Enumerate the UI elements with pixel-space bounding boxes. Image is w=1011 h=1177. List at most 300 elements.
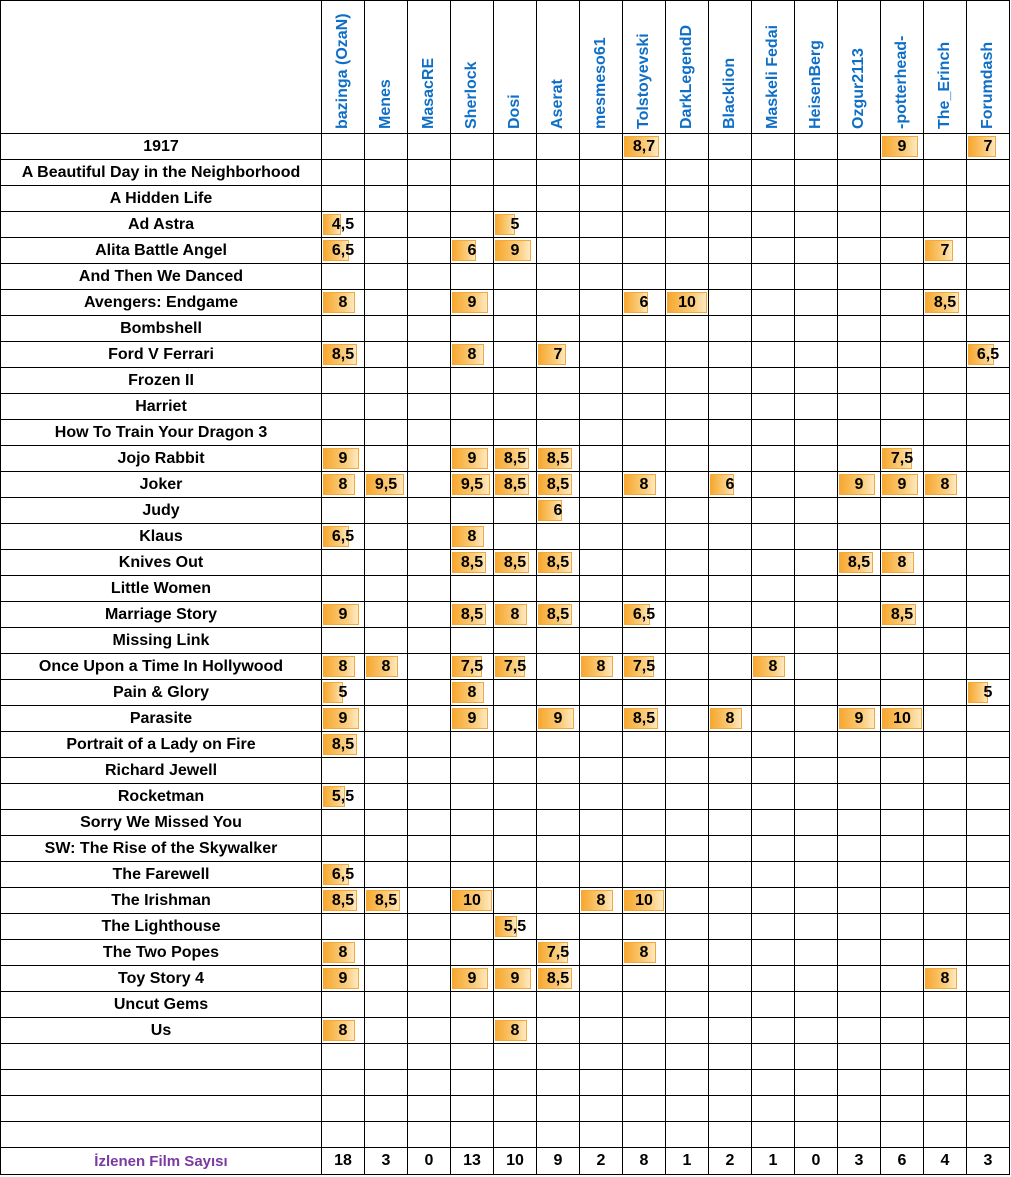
score-cell[interactable]	[451, 576, 494, 602]
score-cell[interactable]	[580, 862, 623, 888]
score-cell[interactable]	[752, 446, 795, 472]
watched-count[interactable]: 3	[838, 1148, 881, 1175]
score-cell[interactable]	[666, 1018, 709, 1044]
score-cell[interactable]	[322, 706, 365, 732]
film-title[interactable]: Rocketman	[1, 784, 322, 810]
blank-cell[interactable]	[322, 1070, 365, 1096]
score-cell[interactable]	[408, 368, 451, 394]
score-cell[interactable]	[494, 810, 537, 836]
blank-cell[interactable]	[580, 1044, 623, 1070]
score-cell[interactable]	[451, 966, 494, 992]
score-cell[interactable]	[537, 680, 580, 706]
blank-cell[interactable]	[1, 1096, 322, 1122]
score-cell[interactable]	[537, 342, 580, 368]
score-cell[interactable]	[322, 238, 365, 264]
score-cell[interactable]	[709, 966, 752, 992]
score-cell[interactable]	[322, 628, 365, 654]
score-cell[interactable]	[408, 914, 451, 940]
score-cell[interactable]	[451, 472, 494, 498]
score-cell[interactable]	[580, 342, 623, 368]
score-cell[interactable]	[322, 524, 365, 550]
score-cell[interactable]	[494, 732, 537, 758]
score-cell[interactable]	[322, 498, 365, 524]
score-cell[interactable]	[967, 134, 1010, 160]
score-cell[interactable]	[322, 212, 365, 238]
blank-cell[interactable]	[881, 1096, 924, 1122]
score-cell[interactable]	[924, 446, 967, 472]
score-cell[interactable]	[795, 654, 838, 680]
blank-cell[interactable]	[408, 1096, 451, 1122]
score-cell[interactable]	[322, 342, 365, 368]
score-cell[interactable]	[752, 654, 795, 680]
score-cell[interactable]	[752, 368, 795, 394]
blank-cell[interactable]	[365, 1070, 408, 1096]
score-cell[interactable]	[494, 524, 537, 550]
score-cell[interactable]	[451, 498, 494, 524]
film-title[interactable]: The Two Popes	[1, 940, 322, 966]
score-cell[interactable]	[795, 316, 838, 342]
score-cell[interactable]	[709, 368, 752, 394]
score-cell[interactable]	[365, 862, 408, 888]
score-cell[interactable]	[580, 732, 623, 758]
score-cell[interactable]	[924, 654, 967, 680]
score-cell[interactable]	[795, 706, 838, 732]
score-cell[interactable]	[709, 654, 752, 680]
score-cell[interactable]	[623, 628, 666, 654]
score-cell[interactable]	[795, 914, 838, 940]
score-cell[interactable]	[709, 706, 752, 732]
score-cell[interactable]	[967, 446, 1010, 472]
blank-cell[interactable]	[494, 1096, 537, 1122]
user-header[interactable]	[408, 1, 451, 134]
watched-count[interactable]: 1	[666, 1148, 709, 1175]
film-title[interactable]: Richard Jewell	[1, 758, 322, 784]
score-cell[interactable]	[838, 888, 881, 914]
score-cell[interactable]	[494, 186, 537, 212]
score-cell[interactable]	[365, 160, 408, 186]
score-cell[interactable]	[451, 186, 494, 212]
watched-count[interactable]: 0	[795, 1148, 838, 1175]
score-cell[interactable]	[537, 992, 580, 1018]
score-cell[interactable]	[580, 758, 623, 784]
score-cell[interactable]	[494, 264, 537, 290]
score-cell[interactable]	[408, 810, 451, 836]
score-cell[interactable]	[666, 966, 709, 992]
score-cell[interactable]	[322, 1018, 365, 1044]
score-cell[interactable]	[451, 212, 494, 238]
score-cell[interactable]	[365, 394, 408, 420]
score-cell[interactable]	[365, 368, 408, 394]
score-cell[interactable]	[537, 758, 580, 784]
score-cell[interactable]	[537, 940, 580, 966]
score-cell[interactable]	[666, 394, 709, 420]
score-cell[interactable]	[881, 342, 924, 368]
blank-cell[interactable]	[537, 1044, 580, 1070]
score-cell[interactable]	[537, 550, 580, 576]
score-cell[interactable]	[408, 992, 451, 1018]
film-title[interactable]: Avengers: Endgame	[1, 290, 322, 316]
score-cell[interactable]	[709, 862, 752, 888]
score-cell[interactable]	[322, 784, 365, 810]
score-cell[interactable]	[967, 940, 1010, 966]
blank-cell[interactable]	[365, 1122, 408, 1148]
score-cell[interactable]	[881, 680, 924, 706]
score-cell[interactable]	[322, 160, 365, 186]
score-cell[interactable]	[494, 758, 537, 784]
score-cell[interactable]	[537, 160, 580, 186]
score-cell[interactable]	[967, 680, 1010, 706]
score-cell[interactable]	[666, 264, 709, 290]
score-cell[interactable]	[838, 160, 881, 186]
score-cell[interactable]	[709, 420, 752, 446]
score-cell[interactable]	[322, 368, 365, 394]
score-cell[interactable]	[623, 940, 666, 966]
score-cell[interactable]	[580, 628, 623, 654]
score-cell[interactable]	[494, 654, 537, 680]
score-cell[interactable]	[752, 810, 795, 836]
score-cell[interactable]	[666, 316, 709, 342]
score-cell[interactable]	[795, 368, 838, 394]
score-cell[interactable]	[365, 420, 408, 446]
score-cell[interactable]	[365, 654, 408, 680]
score-cell[interactable]	[580, 160, 623, 186]
score-cell[interactable]	[580, 446, 623, 472]
score-cell[interactable]	[666, 680, 709, 706]
blank-cell[interactable]	[408, 1070, 451, 1096]
score-cell[interactable]	[365, 758, 408, 784]
score-cell[interactable]	[623, 342, 666, 368]
score-cell[interactable]	[881, 420, 924, 446]
score-cell[interactable]	[322, 420, 365, 446]
score-cell[interactable]	[752, 862, 795, 888]
score-cell[interactable]	[537, 706, 580, 732]
score-cell[interactable]	[752, 888, 795, 914]
score-cell[interactable]	[623, 888, 666, 914]
score-cell[interactable]	[408, 394, 451, 420]
score-cell[interactable]	[666, 212, 709, 238]
score-cell[interactable]	[451, 602, 494, 628]
score-cell[interactable]	[709, 290, 752, 316]
score-cell[interactable]	[967, 602, 1010, 628]
score-cell[interactable]	[967, 394, 1010, 420]
score-cell[interactable]	[623, 992, 666, 1018]
score-cell[interactable]	[881, 472, 924, 498]
score-cell[interactable]	[666, 498, 709, 524]
score-cell[interactable]	[451, 238, 494, 264]
score-cell[interactable]	[623, 160, 666, 186]
watched-count[interactable]: 18	[322, 1148, 365, 1175]
score-cell[interactable]	[623, 914, 666, 940]
score-cell[interactable]	[881, 498, 924, 524]
score-cell[interactable]	[838, 212, 881, 238]
score-cell[interactable]	[666, 732, 709, 758]
score-cell[interactable]	[494, 1018, 537, 1044]
score-cell[interactable]	[924, 472, 967, 498]
film-title[interactable]: Pain & Glory	[1, 680, 322, 706]
score-cell[interactable]	[451, 368, 494, 394]
blank-cell[interactable]	[1, 1044, 322, 1070]
score-cell[interactable]	[795, 394, 838, 420]
watched-count[interactable]: 4	[924, 1148, 967, 1175]
score-cell[interactable]	[752, 992, 795, 1018]
score-cell[interactable]	[666, 940, 709, 966]
score-cell[interactable]	[752, 706, 795, 732]
blank-cell[interactable]	[709, 1044, 752, 1070]
score-cell[interactable]	[838, 940, 881, 966]
score-cell[interactable]	[881, 446, 924, 472]
score-cell[interactable]	[322, 914, 365, 940]
user-header[interactable]	[322, 1, 365, 134]
score-cell[interactable]	[451, 524, 494, 550]
score-cell[interactable]	[709, 342, 752, 368]
blank-cell[interactable]	[537, 1122, 580, 1148]
score-cell[interactable]	[580, 134, 623, 160]
score-cell[interactable]	[924, 628, 967, 654]
score-cell[interactable]	[537, 394, 580, 420]
score-cell[interactable]	[451, 940, 494, 966]
score-cell[interactable]	[838, 576, 881, 602]
score-cell[interactable]	[881, 238, 924, 264]
film-title[interactable]: 1917	[1, 134, 322, 160]
score-cell[interactable]	[666, 550, 709, 576]
score-cell[interactable]	[924, 810, 967, 836]
score-cell[interactable]	[451, 1018, 494, 1044]
film-title[interactable]: How To Train Your Dragon 3	[1, 420, 322, 446]
score-cell[interactable]	[924, 602, 967, 628]
score-cell[interactable]	[623, 602, 666, 628]
score-cell[interactable]	[838, 914, 881, 940]
score-cell[interactable]	[967, 290, 1010, 316]
score-cell[interactable]	[752, 1018, 795, 1044]
score-cell[interactable]	[967, 472, 1010, 498]
score-cell[interactable]	[881, 550, 924, 576]
film-title[interactable]: Alita Battle Angel	[1, 238, 322, 264]
score-cell[interactable]	[537, 628, 580, 654]
blank-cell[interactable]	[1, 1070, 322, 1096]
score-cell[interactable]	[881, 316, 924, 342]
watched-count[interactable]: 3	[967, 1148, 1010, 1175]
blank-cell[interactable]	[365, 1096, 408, 1122]
score-cell[interactable]	[709, 264, 752, 290]
film-title[interactable]: Ad Astra	[1, 212, 322, 238]
film-title[interactable]: The Lighthouse	[1, 914, 322, 940]
watched-count[interactable]: 8	[623, 1148, 666, 1175]
score-cell[interactable]	[494, 368, 537, 394]
score-cell[interactable]	[537, 862, 580, 888]
score-cell[interactable]	[623, 758, 666, 784]
score-cell[interactable]	[666, 628, 709, 654]
score-cell[interactable]	[451, 446, 494, 472]
score-cell[interactable]	[494, 550, 537, 576]
score-cell[interactable]	[967, 1018, 1010, 1044]
score-cell[interactable]	[494, 784, 537, 810]
score-cell[interactable]	[795, 212, 838, 238]
film-title[interactable]: Little Women	[1, 576, 322, 602]
blank-cell[interactable]	[924, 1122, 967, 1148]
score-cell[interactable]	[322, 264, 365, 290]
score-cell[interactable]	[881, 602, 924, 628]
film-title[interactable]: Missing Link	[1, 628, 322, 654]
score-cell[interactable]	[709, 628, 752, 654]
score-cell[interactable]	[967, 498, 1010, 524]
score-cell[interactable]	[365, 914, 408, 940]
score-cell[interactable]	[924, 680, 967, 706]
score-cell[interactable]	[580, 966, 623, 992]
score-cell[interactable]	[795, 836, 838, 862]
score-cell[interactable]	[967, 966, 1010, 992]
score-cell[interactable]	[537, 602, 580, 628]
user-header[interactable]	[881, 1, 924, 134]
corner-cell[interactable]	[1, 1, 322, 134]
score-cell[interactable]	[365, 290, 408, 316]
score-cell[interactable]	[408, 186, 451, 212]
score-cell[interactable]	[838, 186, 881, 212]
watched-count[interactable]: 2	[580, 1148, 623, 1175]
score-cell[interactable]	[967, 836, 1010, 862]
score-cell[interactable]	[924, 758, 967, 784]
watched-count[interactable]: 13	[451, 1148, 494, 1175]
score-cell[interactable]	[838, 680, 881, 706]
score-cell[interactable]	[838, 394, 881, 420]
score-cell[interactable]	[924, 862, 967, 888]
score-cell[interactable]	[752, 966, 795, 992]
score-cell[interactable]	[838, 628, 881, 654]
blank-cell[interactable]	[795, 1122, 838, 1148]
score-cell[interactable]	[666, 992, 709, 1018]
score-cell[interactable]	[623, 420, 666, 446]
film-title[interactable]: Klaus	[1, 524, 322, 550]
score-cell[interactable]	[365, 1018, 408, 1044]
score-cell[interactable]	[623, 524, 666, 550]
score-cell[interactable]	[924, 706, 967, 732]
score-cell[interactable]	[709, 446, 752, 472]
score-cell[interactable]	[795, 238, 838, 264]
score-cell[interactable]	[752, 732, 795, 758]
score-cell[interactable]	[709, 940, 752, 966]
score-cell[interactable]	[881, 394, 924, 420]
score-cell[interactable]	[408, 680, 451, 706]
score-cell[interactable]	[838, 1018, 881, 1044]
blank-cell[interactable]	[1, 1122, 322, 1148]
score-cell[interactable]	[795, 602, 838, 628]
score-cell[interactable]	[967, 810, 1010, 836]
score-cell[interactable]	[795, 550, 838, 576]
score-cell[interactable]	[623, 784, 666, 810]
score-cell[interactable]	[408, 290, 451, 316]
blank-cell[interactable]	[881, 1044, 924, 1070]
score-cell[interactable]	[537, 654, 580, 680]
score-cell[interactable]	[623, 836, 666, 862]
score-cell[interactable]	[795, 290, 838, 316]
score-cell[interactable]	[580, 706, 623, 732]
score-cell[interactable]	[494, 498, 537, 524]
score-cell[interactable]	[408, 472, 451, 498]
score-cell[interactable]	[666, 810, 709, 836]
blank-cell[interactable]	[580, 1096, 623, 1122]
score-cell[interactable]	[580, 680, 623, 706]
user-header[interactable]	[623, 1, 666, 134]
score-cell[interactable]	[537, 472, 580, 498]
score-cell[interactable]	[623, 368, 666, 394]
score-cell[interactable]	[451, 316, 494, 342]
score-cell[interactable]	[881, 134, 924, 160]
score-cell[interactable]	[709, 1018, 752, 1044]
score-cell[interactable]	[709, 576, 752, 602]
score-cell[interactable]	[795, 732, 838, 758]
score-cell[interactable]	[967, 732, 1010, 758]
score-cell[interactable]	[494, 680, 537, 706]
score-cell[interactable]	[967, 576, 1010, 602]
score-cell[interactable]	[408, 420, 451, 446]
blank-cell[interactable]	[881, 1070, 924, 1096]
blank-cell[interactable]	[752, 1122, 795, 1148]
score-cell[interactable]	[666, 160, 709, 186]
score-cell[interactable]	[623, 316, 666, 342]
score-cell[interactable]	[365, 940, 408, 966]
watched-count[interactable]: 1	[752, 1148, 795, 1175]
user-header[interactable]	[365, 1, 408, 134]
score-cell[interactable]	[752, 498, 795, 524]
score-cell[interactable]	[666, 342, 709, 368]
score-cell[interactable]	[838, 654, 881, 680]
score-cell[interactable]	[709, 784, 752, 810]
score-cell[interactable]	[623, 862, 666, 888]
score-cell[interactable]	[408, 446, 451, 472]
score-cell[interactable]	[967, 238, 1010, 264]
user-header[interactable]	[709, 1, 752, 134]
score-cell[interactable]	[322, 836, 365, 862]
score-cell[interactable]	[365, 212, 408, 238]
user-header[interactable]	[967, 1, 1010, 134]
score-cell[interactable]	[494, 394, 537, 420]
score-cell[interactable]	[838, 966, 881, 992]
score-cell[interactable]	[451, 862, 494, 888]
score-cell[interactable]	[881, 914, 924, 940]
score-cell[interactable]	[451, 264, 494, 290]
score-cell[interactable]	[408, 862, 451, 888]
score-cell[interactable]	[709, 836, 752, 862]
score-cell[interactable]	[838, 524, 881, 550]
score-cell[interactable]	[924, 888, 967, 914]
score-cell[interactable]	[881, 836, 924, 862]
score-cell[interactable]	[537, 264, 580, 290]
score-cell[interactable]	[924, 212, 967, 238]
score-cell[interactable]	[752, 940, 795, 966]
score-cell[interactable]	[537, 316, 580, 342]
blank-cell[interactable]	[322, 1122, 365, 1148]
user-header[interactable]	[580, 1, 623, 134]
score-cell[interactable]	[408, 316, 451, 342]
score-cell[interactable]	[752, 602, 795, 628]
score-cell[interactable]	[795, 420, 838, 446]
blank-cell[interactable]	[451, 1044, 494, 1070]
score-cell[interactable]	[709, 160, 752, 186]
score-cell[interactable]	[322, 862, 365, 888]
score-cell[interactable]	[967, 914, 1010, 940]
film-title[interactable]: Frozen II	[1, 368, 322, 394]
score-cell[interactable]	[451, 914, 494, 940]
score-cell[interactable]	[795, 186, 838, 212]
blank-cell[interactable]	[752, 1044, 795, 1070]
score-cell[interactable]	[580, 810, 623, 836]
watched-count[interactable]: 0	[408, 1148, 451, 1175]
score-cell[interactable]	[623, 732, 666, 758]
score-cell[interactable]	[967, 316, 1010, 342]
score-cell[interactable]	[838, 810, 881, 836]
score-cell[interactable]	[752, 524, 795, 550]
film-title[interactable]: Sorry We Missed You	[1, 810, 322, 836]
blank-cell[interactable]	[623, 1070, 666, 1096]
